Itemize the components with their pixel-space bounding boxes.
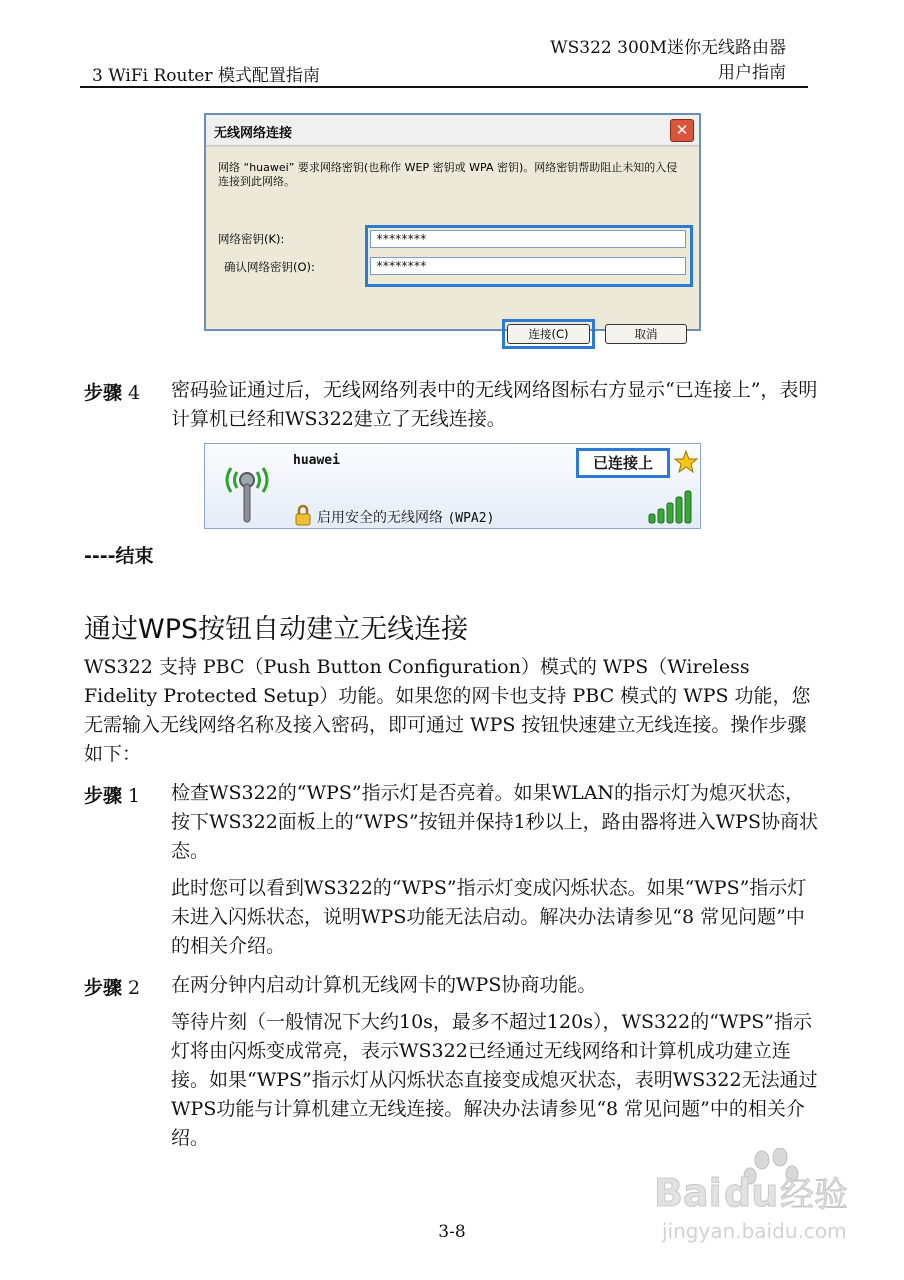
wireless-connection-dialog	[204, 113, 701, 341]
step-1-label: 步骤 1	[84, 785, 141, 807]
step-1-note: 此时您可以看到WS322的“WPS”指示灯变成闪烁状态。如果“WPS”指示灯未进入闪烁状态，说明WPS功能无法启动。解决办法请参见“8 常见问题”中的相关介绍。	[171, 877, 807, 957]
signal-strength-icon	[648, 490, 694, 524]
network-key-label: 网络密钥(K):	[218, 232, 285, 246]
cancel-button[interactable]: 取消	[605, 324, 687, 344]
section-heading: 通过WPS按钮自动建立无线连接	[84, 614, 469, 645]
connect-button[interactable]: 连接(C)	[507, 324, 590, 344]
step-2-label: 步骤 2	[84, 977, 141, 999]
confirm-key-input[interactable]: ********	[370, 257, 686, 275]
dialog-message: 网络 “huawei” 要求网络密钥(也称作 WEP 密钥或 WPA 密钥)。网络密钥帮助阻止未知的入侵连接到此网络。	[218, 161, 678, 188]
dialog-title: 无线网络连接	[214, 126, 293, 141]
star-icon	[674, 450, 698, 474]
header-rule	[80, 86, 808, 88]
product-name: WS322 300M迷你无线路由器	[550, 38, 786, 58]
dialog-titlebar	[206, 115, 699, 146]
security-label: 启用安全的无线网络 (WPA2)	[317, 510, 495, 526]
chapter-title: 3 WiFi Router 模式配置指南	[92, 66, 320, 86]
dialog-body	[206, 147, 699, 341]
step-2-text: 在两分钟内启动计算机无线网卡的WPS协商功能。	[171, 974, 597, 996]
svg-text:jingyan.baidu.com: jingyan.baidu.com	[662, 1219, 847, 1243]
confirm-key-label: 确认网络密钥(O):	[224, 260, 315, 274]
section-intro: WS322 支持 PBC（Push Button Configuration）模式的 WPS（Wireless Fidelity Protected Setup）功能。如果您的网卡也支持 PBC 模式的 WPS 功能，您无需输入无线网络名称及接入密码，即可通过 WPS 按钮快速建立无线连接。操作步骤如下：	[84, 656, 811, 765]
baidu-watermark-logo	[652, 1148, 882, 1248]
page-number: 3-8	[438, 1222, 466, 1242]
svg-text:du: du	[724, 1171, 779, 1215]
step-4-label: 步骤 4	[84, 382, 141, 404]
svg-text:经验: 经验	[780, 1175, 848, 1215]
network-name: huawei	[293, 453, 340, 468]
svg-text:Bai: Bai	[654, 1171, 722, 1215]
wireless-antenna-icon	[217, 450, 277, 526]
guide-name: 用户指南	[718, 63, 786, 83]
step-4-text: 密码验证通过后，无线网络列表中的无线网络图标右方显示“已连接上”，表明计算机已经和WS322建立了无线连接。	[171, 379, 818, 430]
lock-icon	[295, 504, 311, 526]
running-header-right	[550, 36, 786, 86]
connected-status: 已连接上	[576, 448, 670, 478]
step-1-text: 检查WS322的“WPS”指示灯是否亮着。如果WLAN的指示灯为熄灭状态，按下WS322面板上的“WPS”按钮并保持1秒以上，路由器将进入WPS协商状态。	[171, 782, 818, 862]
step-2-note: 等待片刻（一般情况下大约10s，最多不超过120s），WS322的“WPS”指示灯将由闪烁变成常亮，表示WS322已经通过无线网络和计算机成功建立连接。如果“WPS”指示灯从闪烁状态直接变成熄灭状态，表明WS322无法通过WPS功能与计算机建立无线连接。解决办法请参见“8 常见问题”中的相关介绍。	[171, 1011, 818, 1149]
network-list-item[interactable]	[204, 443, 701, 529]
end-marker: ----结束	[84, 545, 154, 567]
close-icon[interactable]: ✕	[670, 119, 694, 142]
network-key-input[interactable]: ********	[370, 230, 686, 248]
